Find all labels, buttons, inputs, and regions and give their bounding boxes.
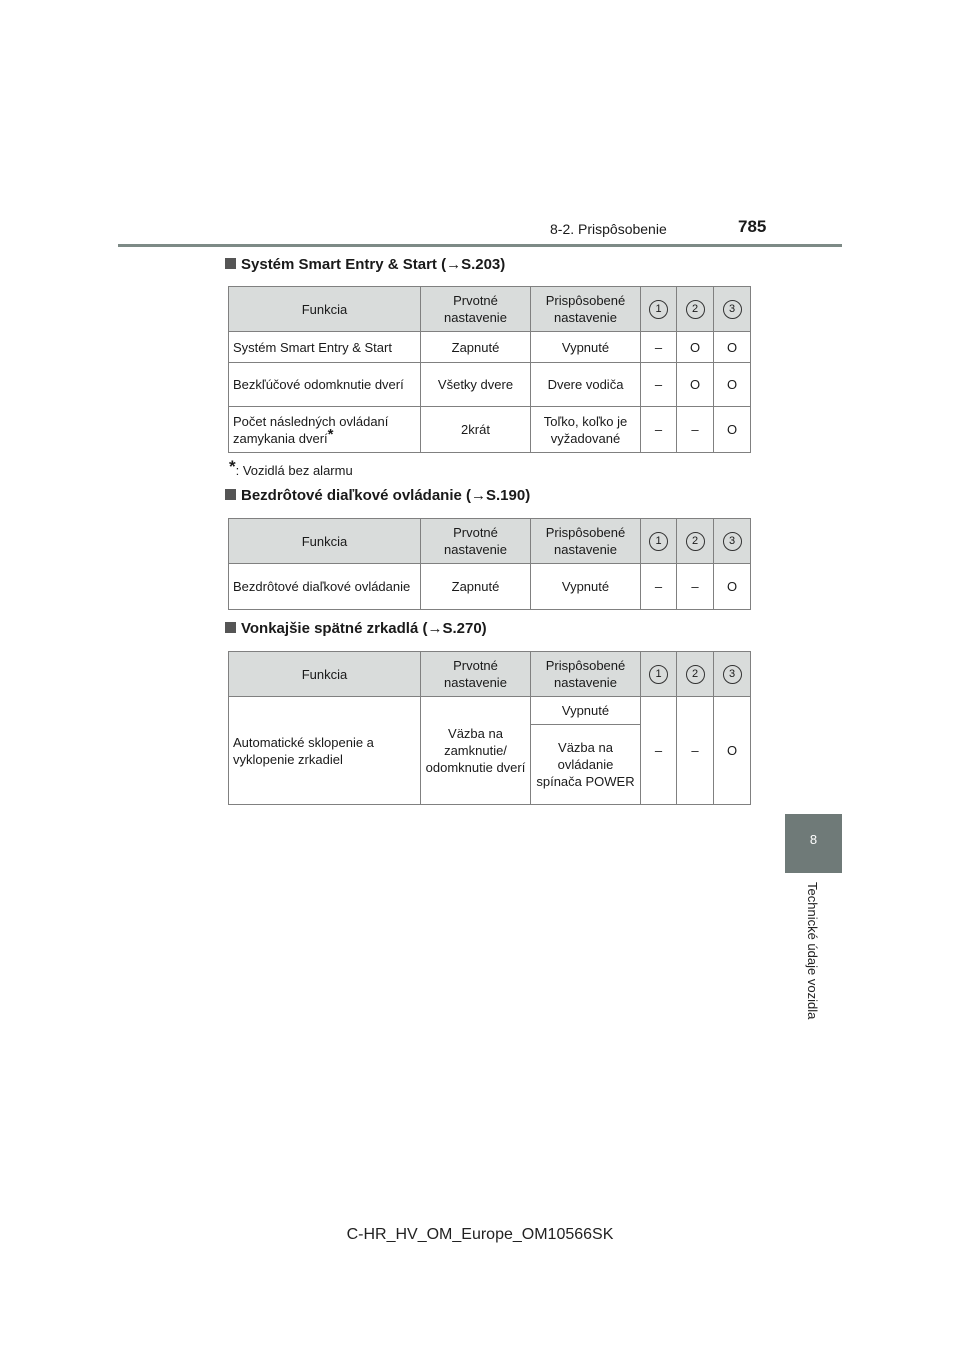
circled-3-icon: 3: [723, 532, 742, 551]
table-row: Systém Smart Entry & Start Zapnuté Vypnuté – O O: [229, 332, 751, 363]
circled-1-icon: 1: [649, 532, 668, 551]
section-heading-wireless-remote: Bezdrôtové diaľkové ovládanie (→S.190): [225, 487, 530, 504]
outside-mirrors-table: [228, 651, 751, 805]
table-row: Automatické sklopenie a vyklopenie zrkadiel Väzba na zamknutie/ odomknutie dverí Vypnuté – – O: [229, 697, 751, 725]
circled-1-icon: 1: [649, 665, 668, 684]
square-bullet-icon: [225, 622, 236, 633]
square-bullet-icon: [225, 489, 236, 500]
chapter-tab: [785, 814, 842, 873]
table-header-row: Funkcia Prvotné nastavenie Prispôsobené nastavenie 1 2 3: [229, 519, 751, 564]
circled-1-icon: 1: [649, 300, 668, 319]
table-header-row: Funkcia Prvotné nastavenie Prispôsobené nastavenie 1 2 3: [229, 652, 751, 697]
wireless-remote-table: [228, 518, 751, 610]
section-heading-smart-entry: Systém Smart Entry & Start (→S.203): [225, 256, 505, 273]
page-number: 785: [738, 217, 767, 236]
square-bullet-icon: [225, 258, 236, 269]
document-code: C-HR_HV_OM_Europe_OM10566SK: [346, 1226, 614, 1243]
smart-entry-table: [228, 286, 751, 453]
header-divider: [118, 244, 842, 247]
col-function: Funkcia: [229, 287, 421, 332]
table-header-row: [229, 287, 751, 332]
footnote: *: Vozidlá bez alarmu: [229, 457, 353, 478]
chapter-number: 8: [809, 832, 818, 847]
table-row: Bezdrôtové diaľkové ovládanie Zapnuté Vypnuté – – O: [229, 564, 751, 610]
circled-2-icon: 2: [686, 532, 705, 551]
circled-3-icon: 3: [723, 300, 742, 319]
section-heading-outside-mirrors: Vonkajšie spätné zrkadlá (→S.270): [225, 620, 487, 637]
table-row: Väzba na ovládanie spínača POWER: [229, 725, 751, 805]
col-custom: Prispôsobené nastavenie: [531, 287, 641, 332]
footnote-marker: *: [327, 425, 334, 443]
table-row: Bezkľúčové odomknutie dverí Všetky dvere Dvere vodiča – O O: [229, 363, 751, 407]
chapter-title: Technické údaje vozidla: [805, 882, 820, 1020]
circled-3-icon: 3: [723, 665, 742, 684]
header-section-title: 8-2. Prispôsobenie: [550, 221, 667, 237]
circled-2-icon: 2: [686, 665, 705, 684]
circled-2-icon: 2: [686, 300, 705, 319]
col-default: Prvotné nastavenie: [421, 287, 531, 332]
table-row: Počet následných ovládaní zamykania dverí* 2krát Toľko, koľko je vyžadované – – O: [229, 407, 751, 453]
